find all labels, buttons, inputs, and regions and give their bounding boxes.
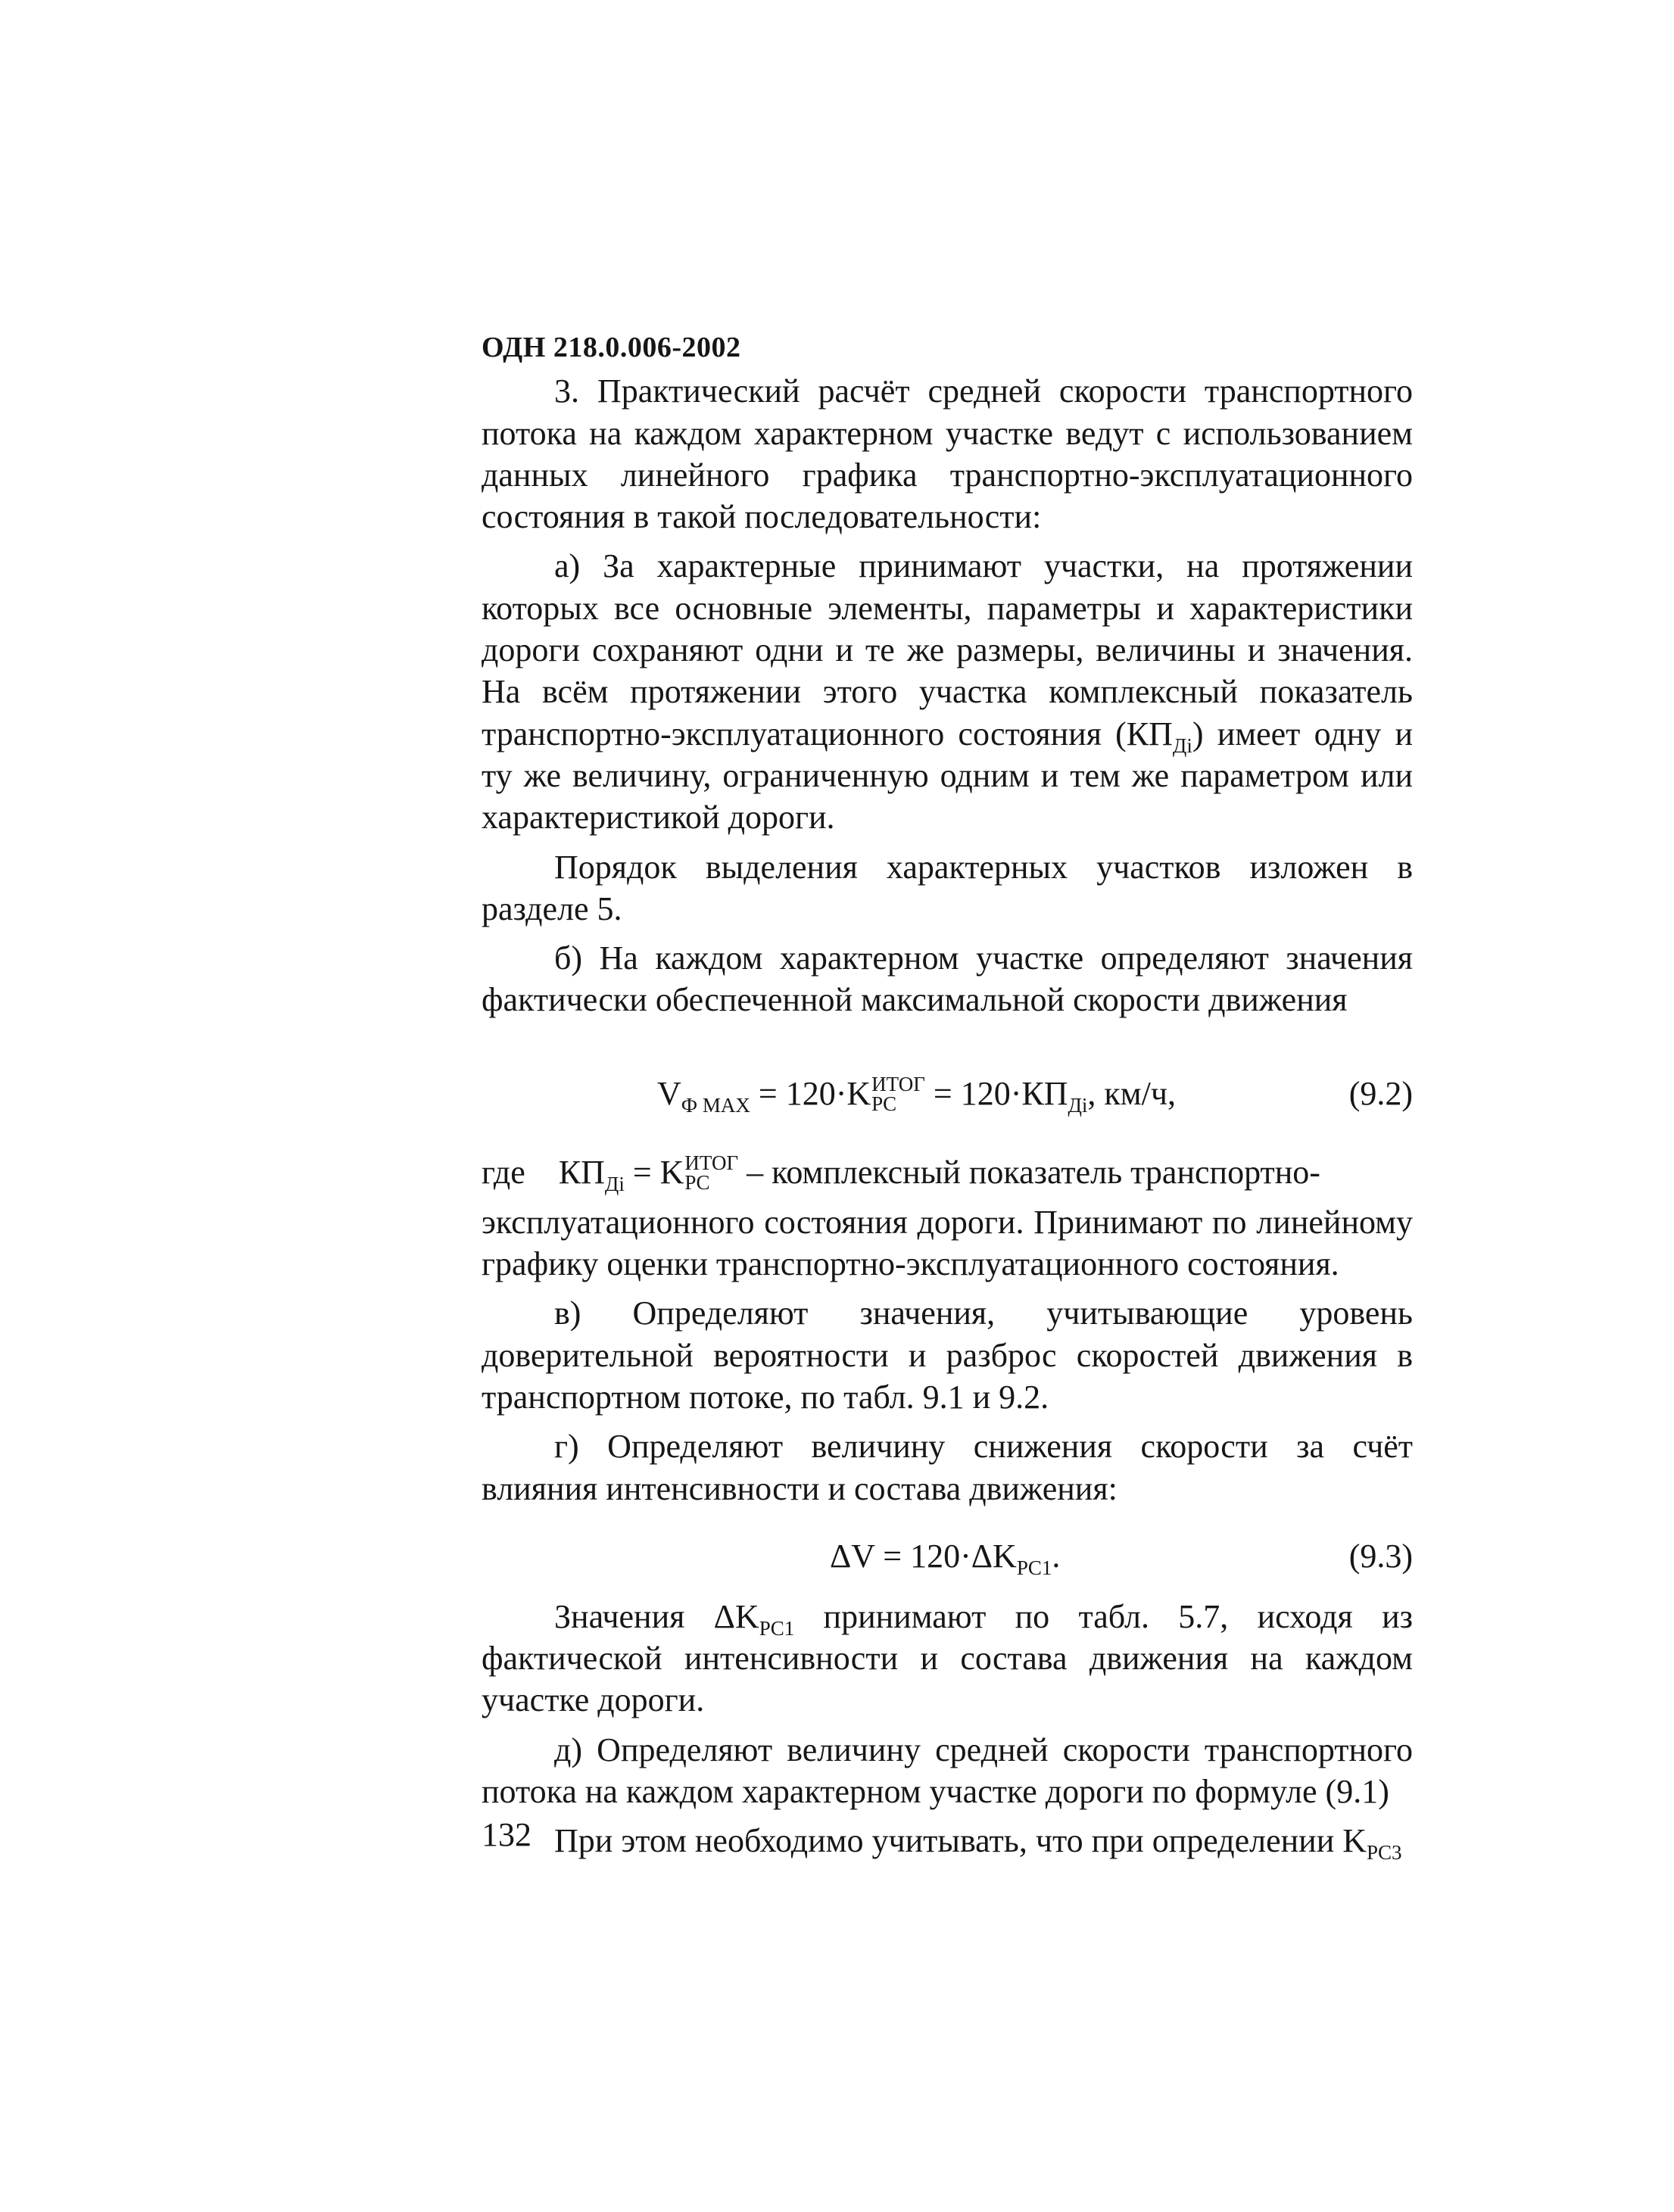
formula-number-9-2: (9.2) [1348, 1074, 1413, 1112]
where-word: где [482, 1153, 525, 1191]
where-kp: КП [558, 1153, 605, 1191]
delta-k-subscript: PC1 [1016, 1556, 1052, 1579]
paragraph-state: эксплуатационного состояния дороги. Принимают по линейному графику оценки транспортно-эксплуатационного состояния. [482, 1203, 1413, 1283]
page-content [482, 327, 1413, 1865]
delta-v-formula: ΔV = 120·ΔK [830, 1537, 1017, 1575]
formula-9-3 [482, 1516, 1413, 1588]
paragraph-3: 3. Практический расчёт средней скорости транспортного потока на каждом характерном участке ведут с использованием данных линейного графика транспортно-эксплуатационного состояния в такой последовательности: [482, 372, 1413, 536]
where-k-superscript: ИТОГ [684, 1151, 739, 1174]
paragraph-a-text: а) За характерные принимают участки, на протяжении которых все основные элементы, параметры и характеристики дороги сохраняют одни и те же размеры, величины и значения. На всём протяжении этого участка комплексный показатель транспортно-эксплуатационного состояния (КП [482, 547, 1413, 752]
formula-9-2-body [657, 1073, 1176, 1117]
paragraph-note-text: При этом необходимо учитывать, что при определении K [554, 1822, 1367, 1860]
note-subscript: PC3 [1367, 1841, 1402, 1865]
document-code: ОДН 218.0.006-2002 [482, 332, 741, 363]
paragraph-b: б) На каждом характерном участке определяют значения фактически обеспеченной максимальной скорости движения [482, 939, 1413, 1019]
formula-9-2 [482, 1053, 1413, 1144]
k-itog-stack [871, 1074, 925, 1114]
where-kp-subscript: Дi [604, 1172, 625, 1195]
k-superscript: ИТОГ [871, 1072, 925, 1095]
paragraph-a [482, 545, 1413, 838]
formula-part-1: = 120·K [750, 1074, 871, 1112]
paragraph-note [482, 1820, 1413, 1865]
velocity-subscript: Ф MAX [681, 1093, 750, 1117]
formula-unit: , км/ч, [1087, 1074, 1176, 1112]
kp-subscript: Дi [1172, 734, 1192, 757]
formula-9-3-tail: . [1052, 1537, 1061, 1575]
formula-9-3-body [830, 1535, 1060, 1577]
kp-formula-subscript: Дi [1068, 1093, 1088, 1117]
paragraph-values-start: Значения ΔK [554, 1597, 759, 1635]
page-number: 132 [482, 1816, 532, 1853]
paragraph-d: д) Определяют величину средней скорости транспортного потока на каждом характерном участке дороги по формуле (9.1) [482, 1731, 1413, 1811]
k-subscript: PC [871, 1092, 897, 1115]
values-subscript: PC1 [759, 1616, 795, 1640]
where-eq: = K [624, 1153, 684, 1191]
where-k-stack [684, 1153, 738, 1192]
paragraph-values-end: принимают по табл. 5.7, исходя из фактической интенсивности и состава движения на каждом участке дороги. [482, 1597, 1413, 1719]
paragraph-values [482, 1596, 1413, 1721]
paragraph-order: Порядок выделения характерных участков изложен в разделе 5. [482, 848, 1413, 927]
paragraph-g: г) Определяют величину снижения скорости за счёт влияния интенсивности и состава движения: [482, 1428, 1413, 1507]
formula-number-9-3: (9.3) [1348, 1537, 1413, 1575]
formula-part-2: = 120·КП [924, 1074, 1068, 1112]
where-k-subscript: PC [684, 1170, 710, 1194]
paragraph-a-text-end: ) имеет одну и ту же величину, ограниченную одним и тем же параметром или характеристикой дороги. [482, 715, 1413, 837]
where-line [482, 1151, 1413, 1201]
where-rest: – комплексный показатель транспортно- [738, 1153, 1320, 1191]
paragraph-v: в) Определяют значения, учитывающие уровень доверительной вероятности и разброс скоростей движения в транспортном потоке, по табл. 9.1 и 9.2. [482, 1294, 1413, 1416]
velocity-symbol: V [657, 1074, 681, 1112]
